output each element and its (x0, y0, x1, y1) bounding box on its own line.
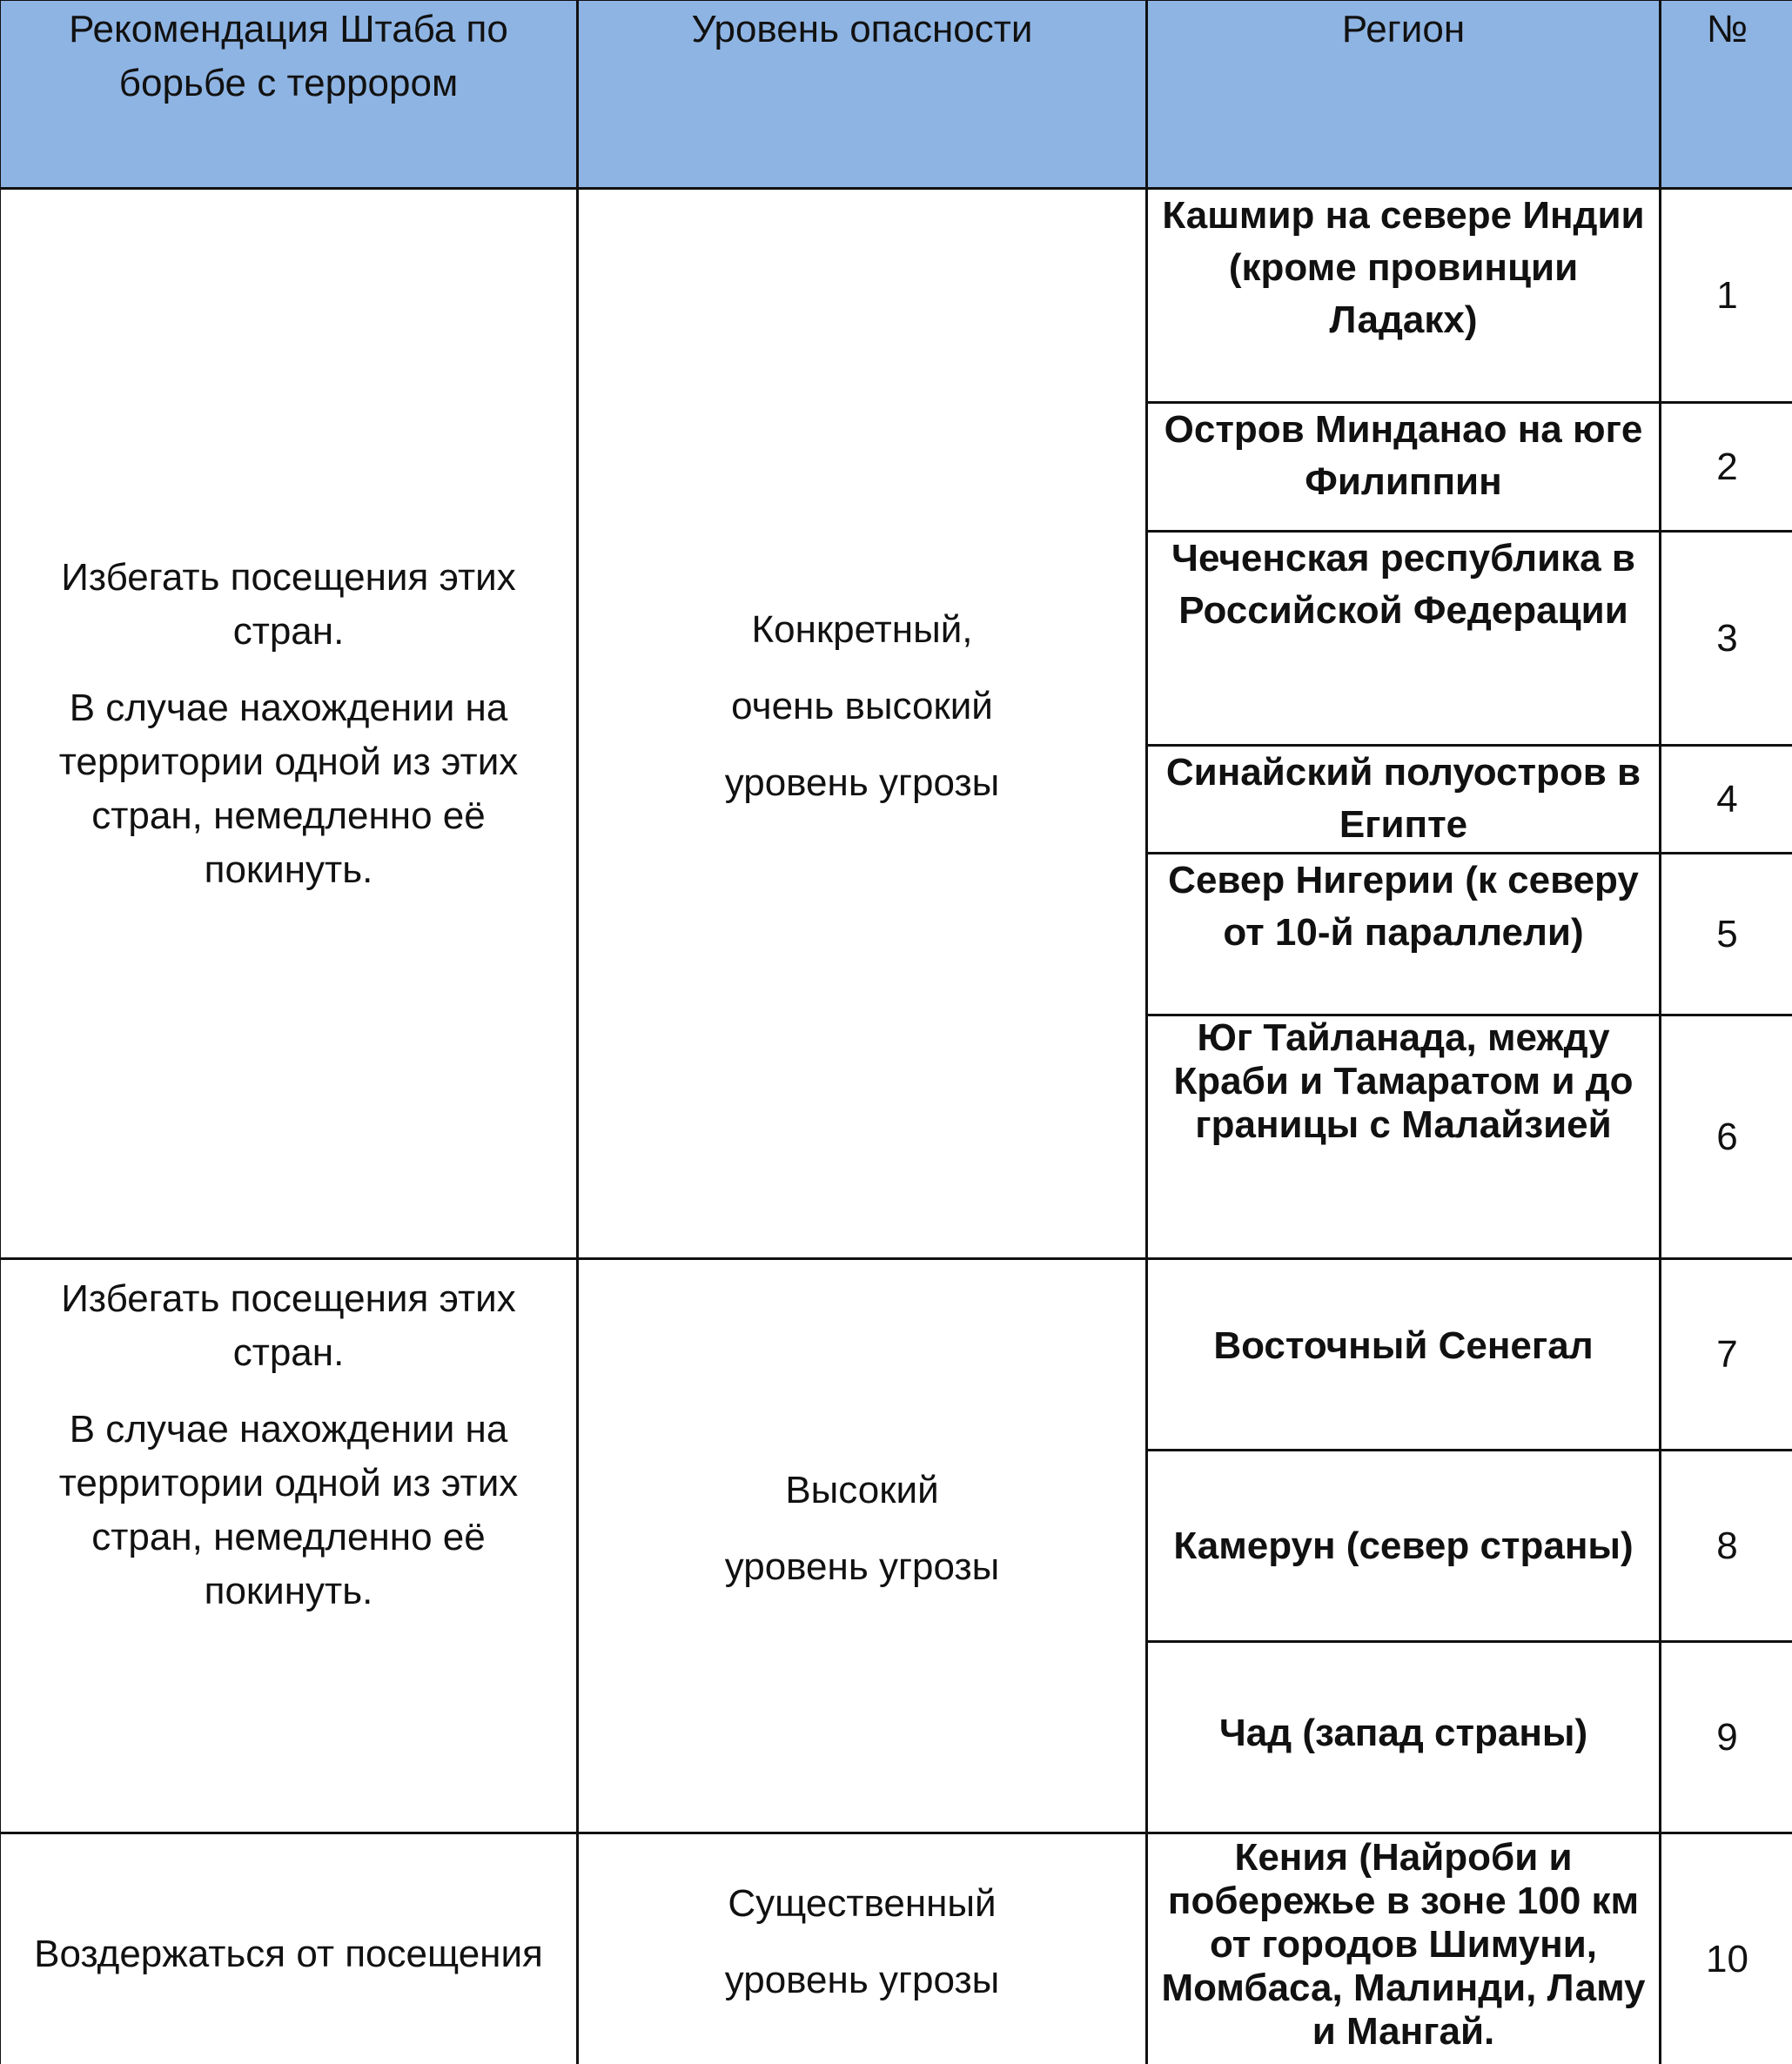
recommendation-text: В случае нахождении на территории одной из этих стран, немедленно её покинуть. (58, 1408, 519, 1612)
region-text: Восточный Сенегал (1213, 1324, 1594, 1367)
table-row (0, 1259, 1792, 1451)
region-text: Север Нигерии (к северу от 10-й параллели) (1168, 859, 1639, 954)
threat-level-text: Существенный (728, 1881, 997, 1925)
number-cell: 10 (1661, 1833, 1792, 2064)
region-text: Чеченская республика в Российской Федерации (1171, 537, 1635, 632)
threat-level-text: Конкретный, (751, 607, 973, 651)
threat-level-text: уровень угрозы (724, 761, 1000, 804)
threat-level-text: очень высокий (731, 684, 993, 727)
region-text: Кения (Найроби и побережье в зоне 100 км от городов Шимуни, Момбаса, Малинди, Ламу и Мангай. (1161, 1836, 1646, 2053)
number-cell: 2 (1661, 403, 1792, 532)
region-cell (1147, 1259, 1661, 1451)
region-text: (кроме провинции Ладакх) (1228, 246, 1579, 341)
number-cell: 6 (1661, 1015, 1792, 1259)
region-text: Кашмир на севере Индии (1162, 194, 1645, 237)
region-cell (1147, 746, 1661, 854)
number-cell: 5 (1661, 854, 1792, 1015)
recommendation-text: Избегать посещения этих стран. (61, 1277, 516, 1374)
number-cell: 1 (1661, 189, 1792, 403)
region-cell (1147, 532, 1661, 746)
number-cell: 8 (1661, 1451, 1792, 1642)
region-text: Остров Минданао на юге Филиппин (1164, 408, 1643, 503)
region-cell (1147, 1642, 1661, 1833)
header-number: № (1661, 0, 1792, 189)
recommendation-text: Избегать посещения этих стран. (61, 555, 516, 653)
region-text: Юг Тайланада, между Краби и Тамаратом и до границы с Малайзией (1173, 1016, 1634, 1146)
threat-level-cell (578, 189, 1147, 1259)
region-cell (1147, 1451, 1661, 1642)
table-row (0, 1833, 1792, 2064)
recommendation-text: Воздержаться от посещения (34, 1932, 543, 1975)
region-cell (1147, 1015, 1661, 1259)
region-cell (1147, 403, 1661, 532)
region-text: Камерун (север страны) (1173, 1524, 1634, 1567)
recommendation-cell (0, 1259, 578, 1833)
number-cell: 9 (1661, 1642, 1792, 1833)
region-cell (1147, 854, 1661, 1015)
region-text: Чад (запад страны) (1218, 1711, 1588, 1754)
header-recommendation: Рекомендация Штаба по борьбе с террором (0, 0, 578, 189)
region-text: Синайский полуостров в Египте (1165, 751, 1641, 846)
table-row (0, 189, 1792, 403)
number-cell: 7 (1661, 1259, 1792, 1451)
threat-level-cell (578, 1833, 1147, 2064)
number-cell: 3 (1661, 532, 1792, 746)
recommendation-text: В случае нахождении на территории одной из этих стран, немедленно её покинуть. (58, 686, 519, 891)
number-cell: 4 (1661, 746, 1792, 854)
table-header-row (0, 0, 1792, 189)
threat-level-cell (578, 1259, 1147, 1833)
threat-level-text: уровень угрозы (724, 1545, 1000, 1588)
region-cell (1147, 1833, 1661, 2064)
header-level: Уровень опасности (578, 0, 1147, 189)
region-cell (1147, 189, 1661, 403)
header-region: Регион (1147, 0, 1661, 189)
threat-level-text: Высокий (785, 1468, 939, 1511)
threat-level-text: уровень угрозы (724, 1958, 1000, 2001)
recommendation-cell (0, 189, 578, 1259)
recommendation-cell (0, 1833, 578, 2064)
